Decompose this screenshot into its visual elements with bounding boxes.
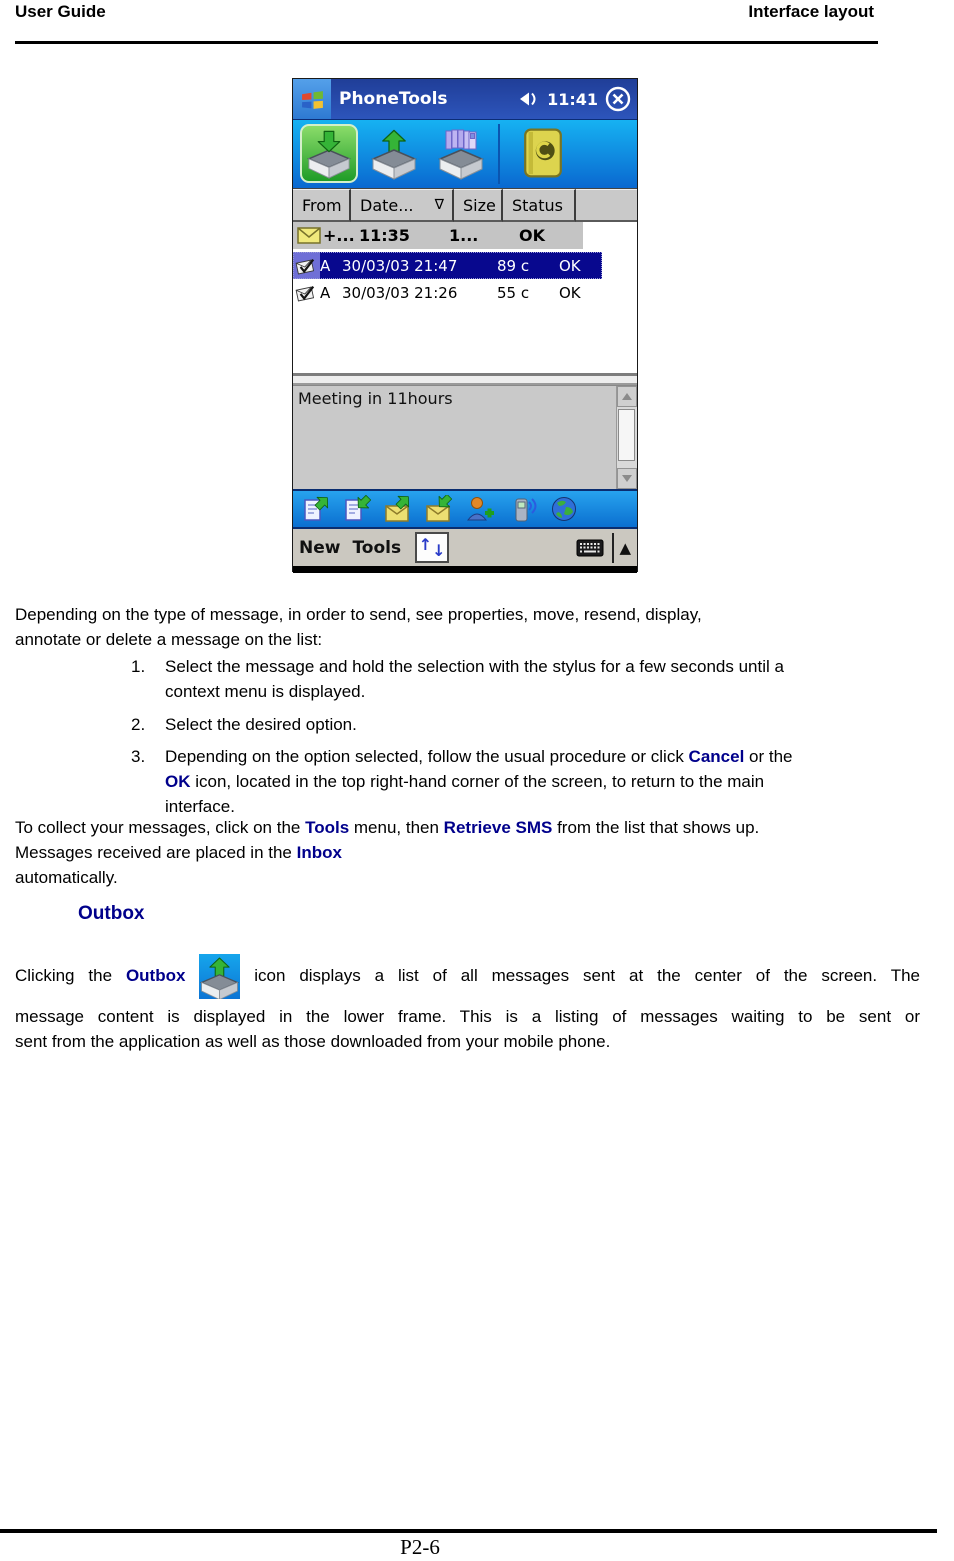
scroll-down-button[interactable] xyxy=(617,468,637,489)
archive-icon xyxy=(435,128,487,180)
cell-from: A xyxy=(320,283,331,302)
section-heading-outbox: Outbox xyxy=(78,903,145,924)
cell-size: 89 c xyxy=(497,256,530,275)
cell-status: OK xyxy=(559,256,581,275)
list-item-3: 3. Depending on the option selected, follow the usual procedure or click Cancel or the OK icon, located in the top right-hand corner of the screen, to return to the main interface. xyxy=(15,744,920,819)
summary-from: +... xyxy=(323,226,355,245)
sent-message-icon xyxy=(295,256,317,276)
start-menu-button[interactable] xyxy=(293,79,331,119)
list-number: 3. xyxy=(131,747,146,766)
arrow-up-icon: ↑ xyxy=(418,535,433,554)
envelope-icon xyxy=(297,227,321,244)
doc-header-left: User Guide xyxy=(15,2,106,21)
column-header-size[interactable]: Size xyxy=(454,189,503,222)
archive-button[interactable] xyxy=(435,128,487,180)
menu-new[interactable]: New xyxy=(299,537,341,558)
summary-status: OK xyxy=(519,226,545,245)
receive-message-icon[interactable] xyxy=(425,495,453,523)
outbox-keyword: Outbox xyxy=(125,966,186,985)
sent-message-icon xyxy=(295,283,317,303)
inbox-button[interactable] xyxy=(300,124,358,183)
sort-toggle-button[interactable] xyxy=(415,532,449,563)
outbox-icon xyxy=(369,128,419,180)
scroll-up-icon xyxy=(622,393,632,400)
summary-size: 1... xyxy=(449,226,479,245)
message-preview-pane xyxy=(293,385,637,489)
app-title: PhoneTools xyxy=(339,89,448,109)
speaker-volume-icon[interactable] xyxy=(518,91,540,107)
contacts-button[interactable] xyxy=(523,127,563,179)
pda-action-toolbar xyxy=(293,489,637,529)
contacts-book-icon xyxy=(523,127,563,179)
outbox-button[interactable] xyxy=(369,128,419,180)
pane-splitter[interactable] xyxy=(293,373,637,385)
message-row[interactable] xyxy=(293,279,637,306)
footer-rule xyxy=(0,1529,937,1533)
menubar-divider xyxy=(612,533,614,563)
summary-row[interactable] xyxy=(293,222,583,249)
phonetools-screenshot xyxy=(292,78,638,572)
pda-main-toolbar xyxy=(293,119,637,188)
sort-descending-icon: ∇ xyxy=(434,197,444,213)
column-header-from[interactable]: From xyxy=(293,189,351,222)
pda-titlebar xyxy=(293,79,637,119)
cell-from: A xyxy=(320,256,331,275)
message-list-empty-area xyxy=(293,306,637,373)
summary-time: 11:35 xyxy=(359,226,410,245)
ok-keyword: OK xyxy=(165,772,191,791)
add-contact-icon[interactable] xyxy=(466,495,496,523)
list-item-1: 1. Select the message and hold the selection with the stylus for a few seconds until a context menu is displayed. xyxy=(15,654,920,704)
windows-logo-icon xyxy=(300,88,325,111)
scroll-down-icon xyxy=(622,475,632,482)
paragraph-outbox: Clicking the Outbox icon displays a list of all messages sent at the center of the screen. The message content is displayed in the lower frame. This is a listing of messages waiting to be sent or sent from the application as well as those downloaded from your mobile phone. xyxy=(15,948,920,1054)
inbox-icon xyxy=(306,129,352,179)
list-number: 2. xyxy=(131,715,146,734)
scrollbar-thumb[interactable] xyxy=(618,409,635,461)
cell-status: OK xyxy=(559,283,581,302)
page-number: P2-6 xyxy=(400,1535,440,1559)
column-header-date[interactable]: Date... ∇ xyxy=(351,189,454,222)
list-number: 1. xyxy=(131,657,146,676)
cell-datetime: 30/03/03 21:26 xyxy=(342,283,458,302)
paragraph-intro: Depending on the type of message, in order to send, see properties, move, resend, display, annotate or delete a message on the list: xyxy=(15,605,702,649)
receive-document-icon[interactable] xyxy=(343,495,371,523)
column-header-status[interactable]: Status xyxy=(503,189,576,222)
inbox-keyword: Inbox xyxy=(296,843,342,862)
arrow-down-icon: ↓ xyxy=(432,541,446,560)
message-preview-text: Meeting in 11hours xyxy=(298,389,453,408)
column-header-empty xyxy=(576,189,637,222)
retrieve-sms-keyword: Retrieve SMS xyxy=(443,818,553,837)
clock[interactable]: 11:41 xyxy=(547,89,598,109)
send-document-icon[interactable] xyxy=(302,495,330,523)
scroll-up-button[interactable] xyxy=(617,386,637,407)
close-icon[interactable] xyxy=(605,86,631,112)
keyboard-icon[interactable] xyxy=(576,539,604,557)
outbox-inline-icon xyxy=(199,954,240,999)
preview-scrollbar[interactable] xyxy=(616,386,637,489)
cell-datetime: 30/03/03 21:47 xyxy=(342,256,458,275)
pda-menubar xyxy=(293,529,637,566)
web-globe-icon[interactable] xyxy=(550,495,578,523)
phone-signal-icon[interactable] xyxy=(509,495,537,523)
pda-bottom-edge xyxy=(293,566,637,573)
message-row-selected[interactable] xyxy=(293,252,602,279)
paragraph-collect: To collect your messages, click on the Tools menu, then Retrieve SMS from the list that shows up. Messages received are placed in the Inbox automatically. xyxy=(15,818,760,887)
cancel-keyword: Cancel xyxy=(688,747,745,766)
tools-keyword: Tools xyxy=(305,818,350,837)
send-message-icon[interactable] xyxy=(384,495,412,523)
cell-size: 55 c xyxy=(497,283,530,302)
message-list-header xyxy=(293,188,637,222)
input-panel-toggle[interactable]: ▲ xyxy=(619,538,631,557)
doc-header-right: Interface layout xyxy=(748,2,874,21)
list-item-2: 2. Select the desired option. xyxy=(15,712,920,737)
toolbar-divider xyxy=(498,124,500,184)
header-rule xyxy=(15,41,878,44)
menu-tools[interactable]: Tools xyxy=(352,537,402,558)
